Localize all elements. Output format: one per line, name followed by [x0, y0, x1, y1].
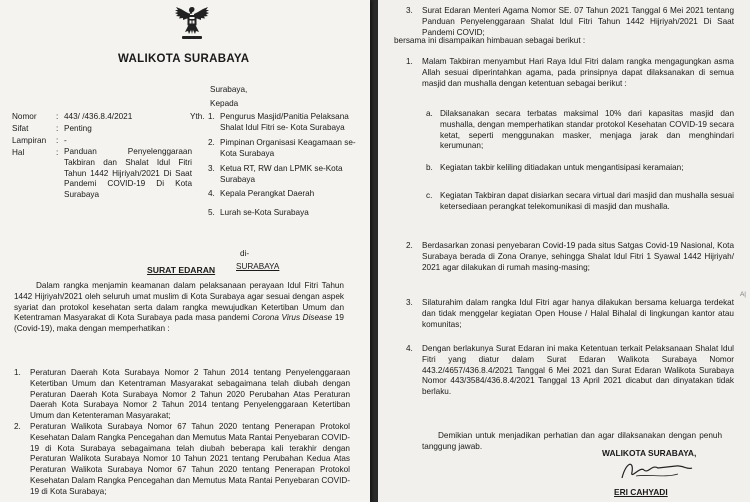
appeal-number: 2.	[406, 241, 413, 250]
letter-page-2	[378, 0, 750, 502]
appeal-number: 3.	[406, 298, 413, 307]
recipient-number: 3.	[208, 164, 215, 173]
recipient-number: 5.	[208, 208, 215, 217]
appeal-item: Silaturahim dalam rangka Idul Fitri agar hanya dilakukan bersama keluarga terdekat dan tidak menggelar kegiatan Open House / Halal Bihalal di lingkungan kantor atau komunitas;	[422, 298, 734, 329]
recipient-item: Lurah se-Kota Surabaya	[220, 208, 309, 217]
recipient-item: Pengurus Masjid/Panitia Pelaksana Shalat Idul Fitri se- Kota Surabaya	[220, 112, 349, 132]
garuda-emblem-icon	[170, 3, 214, 45]
reference-number: 3.	[406, 6, 413, 15]
to-label: Kepada	[210, 99, 239, 108]
meta-label-nomor: Nomor	[12, 112, 37, 121]
reference-item: Peraturan Walikota Surabaya Nomor 67 Tahun 2020 tentang Penerapan Protokol Kesehatan Dalam Rangka Pencegahan dan Memutus Mata Rantai Penyebaran COVID-19 di Kota Surabaya sebagaimana telah diubah beberapa kali terakhir dengan Peraturan Walikota Surabaya Nomor 10 Tahun 2021 tentang Perubahan Kedua Atas Peraturan Walikota Surabaya Nomor 67 Tahun 2020 tentang Penerapan Protokol Kesehatan Dalam Rangka Pencegahan dan Memutus Mata Rantai Penyebaran COVID-19 di Kota Surabaya;	[30, 422, 350, 496]
signatory-name: ERI CAHYADI	[614, 487, 668, 497]
appeal-item: Dengan berlakunya Surat Edaran ini maka Ketentuan terkait Pelaksanaan Shalat Idul Fitri yang diatur dalam Surat Edaran Walikota Surabaya Nomor 443.2/4657/436.8.4/2021 Tanggal 6 Mei 2021 dan Surat Edaran Walikota Surabaya Nomor 443/3584/436.8.4/2021 Tanggal 13 April 2021 dicabut dan dinyatakan tidak berlaku.	[422, 344, 734, 397]
recipient-item: Pimpinan Organisasi Keagamaan se-Kota Surabaya	[220, 138, 356, 158]
appeal-number: 1.	[406, 57, 413, 66]
appeal-item: Malam Takbiran menyambut Hari Raya Idul Fitri dalam rangka mengagungkan asma Allah sesuai diperintahkan agama, pada prinsipnya dapat dilaksanakan di semua masjid dan mushalla dengan ketentuan sebagai berikut :	[422, 57, 734, 88]
meta-label-hal: Hal	[12, 148, 25, 157]
meta-colon: :	[56, 148, 59, 157]
meta-value-sifat: Penting	[64, 124, 92, 133]
recipient-number: 1.	[208, 112, 215, 121]
meta-colon: :	[56, 136, 59, 145]
meta-label-lampiran: Lampiran	[12, 136, 47, 145]
appeal-intro: bersama ini disampaikan himbauan sebagai berikut :	[394, 36, 586, 45]
recipient-number: 2.	[208, 138, 215, 147]
reference-item: Surat Edaran Menteri Agama Nomor SE. 07 Tahun 2021 Tanggal 6 Mei 2021 tentang Panduan Penyelenggaraan Shalat Idul Fitri Tahun 1442 Hijriyah/2021 Di Saat Pandemi COVID;	[422, 6, 734, 37]
subject-text: Panduan Penyelenggaraan Takbiran dan Shalat Idul Fitri Tahun 1442 Hijriyah/2021 Di Saat Pandemi COVID-19 Di Kota Surabaya	[64, 147, 192, 200]
subitem-text: Kegiatan Takbiran dapat disiarkan secara virtual dari masjid dan mushalla sesuai ketersediaan perangkat telekomunikasi di masjid dan mushalla.	[440, 191, 734, 211]
meta-value-nomor: 443/ /436.8.4/2021	[64, 112, 133, 121]
meta-value-lampiran: -	[64, 136, 67, 145]
place-date: Surabaya,	[210, 85, 248, 94]
meta-label-sifat: Sifat	[12, 124, 29, 133]
intro-paragraph: Dalam rangka menjamin keamanan dalam pelaksanaan perayaan Idul Fitri Tahun 1442 Hijriyah/2021 oleh seluruh umat muslim di Kota Surabaya agar sesuai dengan aspek syariat dan protokol kesehatan serta dalam rangka mewujudkan Ketertiban Umum dan Ketentraman Masyarakat di Kota Surabaya pada masa pandemi Corona Virus Disease 19 (Covid-19), maka dengan memperhatikan :	[14, 281, 344, 334]
reference-item: Peraturan Daerah Kota Surabaya Nomor 2 Tahun 2014 tentang Penyelenggaraan Ketertiban Umum dan Ketentraman Masyarakat sebagaimana telah diubah dengan Peraturan Daerah Kota Surabaya Nomor 2 Tahun 2020 Perubahan Atas Peraturan Daerah Kota Surabaya Nomor 2 Tahun 2014 tentang Penyelenggaraan Ketertiban Umum dan Ketenteraman Masyarakat;	[30, 368, 350, 421]
corner-mark: A|	[739, 291, 746, 298]
subitem-letter: b.	[426, 163, 433, 172]
reference-number: 2.	[14, 422, 21, 431]
subitem-text: Dilaksanakan secara terbatas maksimal 10% dari kapasitas masjid dan mushalla, dengan memperhatikan standar protokol Kesehatan COVID-19 secara ketat, seperti menggunakan masker, menjaga jarak dan menghindari kerumunan;	[440, 109, 734, 151]
subitem-text: Kegiatan takbir keliling ditiadakan untuk mengantisipasi keramaian;	[440, 163, 684, 172]
recipient-item: Ketua RT, RW dan LPMK se-Kota Surabaya	[220, 164, 343, 184]
recipient-item: Kepala Perangkat Daerah	[220, 189, 315, 198]
meta-colon: :	[56, 112, 59, 121]
letterhead-title: WALIKOTA SURABAYA	[118, 53, 250, 65]
recipients-di: di-	[240, 249, 250, 258]
reference-number: 1.	[14, 368, 21, 377]
signatory-title: WALIKOTA SURABAYA,	[602, 448, 697, 458]
yth-label: Yth.	[190, 112, 205, 121]
appeal-number: 4.	[406, 344, 413, 353]
document-title: SURAT EDARAN	[147, 265, 216, 275]
letter-page-1	[0, 0, 370, 502]
meta-colon: :	[56, 124, 59, 133]
subitem-letter: c.	[426, 191, 433, 200]
recipients-city: SURABAYA	[236, 262, 280, 271]
appeal-item: Berdasarkan zonasi penyebaran Covid-19 pada situs Satgas Covid-19 Nasional, Kota Surabaya berada di Zona Oranye, sehingga Shalat Idul Fitri 1 Syawal 1442 Hijriyah/ 2021 agar dilakukan di rumah masing-masing;	[422, 241, 734, 272]
closing-paragraph: Demikian untuk menjadikan perhatian dan agar dilaksanakan dengan penuh tanggung jawab.	[422, 431, 722, 451]
signature-icon	[616, 456, 696, 486]
recipient-number: 4.	[208, 189, 215, 198]
subitem-letter: a.	[426, 109, 433, 118]
